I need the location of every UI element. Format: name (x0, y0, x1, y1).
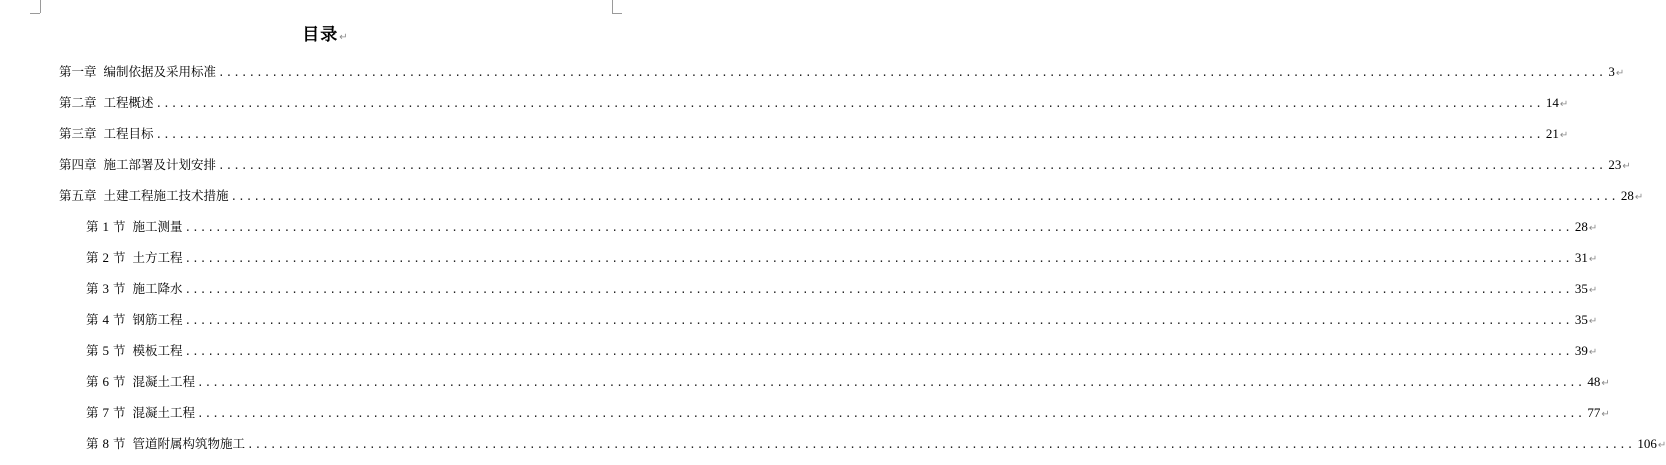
toc-entry-number: 第五章 (59, 188, 97, 203)
toc-entry-number (86, 281, 126, 296)
toc-entry-title: 施工部署及计划安排 (103, 157, 217, 172)
section-number-suffix: 节 (112, 312, 126, 327)
paragraph-mark-icon: ↵ (1588, 347, 1598, 358)
toc-entry-page: 28 (1620, 188, 1634, 203)
toc-entry-page: 35 (1574, 312, 1588, 327)
toc-entry-title: 施工测量 (132, 219, 183, 234)
paragraph-mark-icon: ↵ (1615, 68, 1625, 79)
section-number-prefix: 第 (86, 281, 99, 296)
toc-entry-number (86, 250, 126, 265)
toc-entry-chapter-4[interactable] (59, 155, 1631, 175)
toc-entry-title: 管道附属构筑物施工 (132, 436, 246, 451)
toc-entry-page: 3 (1608, 64, 1615, 79)
toc-dot-leader: ...................................................................................................................................................................................... (218, 66, 1606, 79)
toc-entry-number (86, 312, 126, 327)
toc-entry-number (86, 343, 126, 358)
toc-entry-number: 第四章 (59, 157, 97, 172)
section-number-prefix: 第 (86, 343, 99, 358)
paragraph-mark-icon: ↵ (1588, 316, 1598, 327)
paragraph-mark-icon: ↵ (1559, 130, 1569, 141)
toc-entry-title: 编制依据及采用标准 (103, 64, 217, 79)
section-number-suffix: 节 (112, 343, 126, 358)
section-number-digit: 2 (102, 250, 109, 265)
toc-dot-leader: ...................................................................................................................................................................................... (184, 345, 1572, 358)
section-number-digit: 6 (102, 374, 109, 389)
section-number-suffix: 节 (112, 219, 126, 234)
toc-entry-title: 混凝土工程 (132, 374, 196, 389)
toc-entry-number (86, 374, 126, 389)
toc-entry-section-5[interactable] (86, 341, 1598, 361)
paragraph-mark-icon: ↵ (1559, 99, 1569, 110)
section-number-prefix: 第 (86, 219, 99, 234)
toc-entry-section-3[interactable] (86, 279, 1598, 299)
paragraph-mark-icon: ↵ (1601, 378, 1610, 389)
toc-dot-leader: ...................................................................................................................................................................................... (230, 190, 1618, 203)
toc-dot-leader: ...................................................................................................................................................................................... (184, 252, 1572, 265)
toc-entry-page: 14 (1545, 95, 1559, 110)
paragraph-mark-icon: ↵ (339, 32, 348, 43)
toc-entry-page: 23 (1608, 157, 1622, 172)
section-number-digit: 5 (102, 343, 109, 358)
toc-entry-label (86, 403, 195, 423)
paragraph-mark-icon: ↵ (1588, 254, 1598, 265)
toc-entry-chapter-3[interactable] (59, 124, 1569, 144)
section-number-prefix: 第 (86, 374, 99, 389)
toc-dot-leader: ...................................................................................................................................................................................... (247, 438, 1635, 451)
paragraph-mark-icon: ↵ (1588, 223, 1598, 234)
section-number-suffix: 节 (112, 405, 126, 420)
paragraph-mark-icon: ↵ (1634, 192, 1644, 203)
toc-entry-title: 钢筋工程 (132, 312, 183, 327)
toc-title-text: 目录 (302, 25, 339, 45)
toc-dot-leader: ...................................................................................................................................................................................... (197, 376, 1585, 389)
toc-entry-label (59, 186, 229, 206)
toc-entry-number: 第三章 (59, 126, 97, 141)
toc-dot-leader: ...................................................................................................................................................................................... (155, 128, 1543, 141)
toc-entry-label (86, 279, 183, 299)
toc-entry-title: 模板工程 (132, 343, 183, 358)
toc-entry-label (86, 248, 183, 268)
section-number-suffix: 节 (112, 281, 126, 296)
toc-entry-chapter-5[interactable] (59, 186, 1644, 206)
toc-entry-label (59, 62, 216, 82)
section-number-digit: 3 (102, 281, 109, 296)
toc-entry-number (86, 219, 126, 234)
toc-entry-section-7[interactable] (86, 403, 1610, 423)
toc-entry-title: 土方工程 (132, 250, 183, 265)
toc-entry-section-1[interactable] (86, 217, 1598, 237)
paragraph-mark-icon: ↵ (1601, 409, 1610, 420)
section-number-digit: 4 (102, 312, 109, 327)
toc-dot-leader: ...................................................................................................................................................................................... (155, 97, 1543, 110)
toc-dot-leader: ...................................................................................................................................................................................... (184, 221, 1572, 234)
toc-entry-title: 混凝土工程 (132, 405, 196, 420)
toc-entry-page: 21 (1545, 126, 1559, 141)
toc-entry-chapter-1[interactable] (59, 62, 1625, 82)
section-number-prefix: 第 (86, 250, 99, 265)
toc-entry-label (59, 93, 154, 113)
toc-entry-title: 施工降水 (132, 281, 183, 296)
paragraph-mark-icon: ↵ (1622, 161, 1631, 172)
paragraph-mark-icon: ↵ (1657, 440, 1666, 451)
toc-entry-chapter-2[interactable] (59, 93, 1569, 113)
section-number-digit: 1 (102, 219, 109, 234)
toc-entry-page: 77 (1587, 405, 1601, 420)
toc-entry-label (86, 372, 195, 392)
toc-entry-page: 31 (1574, 250, 1588, 265)
toc-entry-page: 48 (1587, 374, 1601, 389)
toc-entry-label (86, 310, 183, 330)
toc-entry-label (86, 434, 245, 454)
section-number-suffix: 节 (112, 436, 126, 451)
toc-entry-title: 工程目标 (103, 126, 154, 141)
toc-entry-page: 28 (1574, 219, 1588, 234)
section-number-prefix: 第 (86, 312, 99, 327)
toc-entry-number (86, 436, 126, 451)
toc-entry-page: 106 (1637, 436, 1657, 451)
toc-entry-label (86, 341, 183, 361)
toc-entry-section-6[interactable] (86, 372, 1610, 392)
toc-entry-label (86, 217, 183, 237)
toc-entry-section-2[interactable] (86, 248, 1598, 268)
toc-entry-title: 土建工程施工技术措施 (103, 188, 229, 203)
toc-dot-leader: ...................................................................................................................................................................................... (218, 159, 1606, 172)
section-number-suffix: 节 (112, 374, 126, 389)
toc-dot-leader: ...................................................................................................................................................................................... (184, 314, 1572, 327)
section-number-digit: 8 (102, 436, 109, 451)
section-number-suffix: 节 (112, 250, 126, 265)
toc-entry-title: 工程概述 (103, 95, 154, 110)
section-number-prefix: 第 (86, 405, 99, 420)
toc-entry-page: 39 (1574, 343, 1588, 358)
toc-entry-number: 第二章 (59, 95, 97, 110)
section-number-prefix: 第 (86, 436, 99, 451)
paragraph-mark-icon: ↵ (1588, 285, 1598, 296)
toc-entry-number: 第一章 (59, 64, 97, 79)
toc-dot-leader: ...................................................................................................................................................................................... (197, 407, 1585, 420)
toc-entry-label (59, 124, 154, 144)
toc-entry-number (86, 405, 126, 420)
toc-entry-page: 35 (1574, 281, 1588, 296)
toc-entry-section-8[interactable] (86, 434, 1666, 454)
section-number-digit: 7 (102, 405, 109, 420)
toc-entry-label (59, 155, 216, 175)
toc-dot-leader: ...................................................................................................................................................................................... (184, 283, 1572, 296)
toc-entry-section-4[interactable] (86, 310, 1598, 330)
